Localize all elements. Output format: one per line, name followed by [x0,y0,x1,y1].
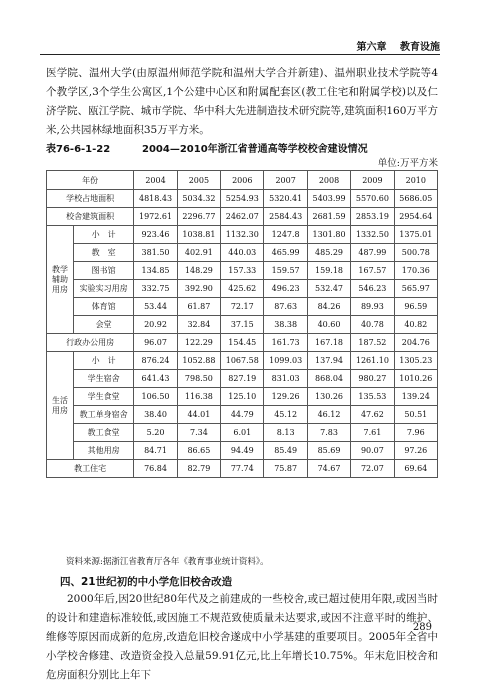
table-id: 表76-6-1-22 [46,144,111,155]
row-label-cell: 体育馆 [74,298,134,316]
value-cell: 2853.19 [351,208,394,226]
value-cell: 1067.58 [221,352,264,370]
value-cell: 87.63 [264,298,307,316]
section-paragraph: 2000年后,因20世纪80年代及之前建成的一些校舍,或已超过使用年限,或因当时的设计和建造标准较低,或因施工不规范致使质量未达要求,或因不注意平时的维护、维修等原因而成新的危房,改造危旧校舍遂成中小学基建的重要项目。2005年全省中小学校舍修建、改造资金投入总量59.91亿元,比上年增长10.75%。年末危旧校舍和危房面积分别比上年下 [46,593,438,681]
running-header [40,38,440,55]
value-cell: 8.13 [264,424,307,442]
value-cell: 500.78 [394,244,437,262]
value-cell: 381.50 [134,244,177,262]
value-cell: 44.01 [177,406,220,424]
value-cell: 74.67 [307,460,350,478]
value-cell: 5686.05 [394,190,437,208]
value-cell: 134.85 [134,262,177,280]
table-row [47,208,438,226]
value-cell: 106.50 [134,388,177,406]
section-heading: 四、21世纪初的中小学危旧校舍改造 [60,576,233,588]
value-cell: 7.96 [394,424,437,442]
row-label-cell: 教 室 [74,244,134,262]
value-cell: 116.38 [177,388,220,406]
value-cell: 1301.80 [307,226,350,244]
value-cell: 2462.07 [221,208,264,226]
value-cell: 1332.50 [351,226,394,244]
value-cell: 86.65 [177,442,220,460]
value-cell: 1972.61 [134,208,177,226]
value-cell: 61.87 [177,298,220,316]
value-cell: 72.17 [221,298,264,316]
value-cell: 1052.88 [177,352,220,370]
value-cell: 96.59 [394,298,437,316]
value-cell: 532.47 [307,280,350,298]
data-table [46,170,438,478]
value-cell: 97.26 [394,442,437,460]
value-cell: 53.44 [134,298,177,316]
value-cell: 2296.77 [177,208,220,226]
row-label-cell: 其他用房 [74,442,134,460]
value-cell: 402.91 [177,244,220,262]
value-cell: 5034.32 [177,190,220,208]
value-cell: 1010.26 [394,370,437,388]
value-cell: 332.75 [134,280,177,298]
value-cell: 1247.8 [264,226,307,244]
table-row [47,460,438,478]
value-cell: 159.57 [264,262,307,280]
table-row [47,316,438,334]
table-row [47,262,438,280]
table-row [47,352,438,370]
value-cell: 2681.59 [307,208,350,226]
value-cell: 7.61 [351,424,394,442]
value-cell: 137.94 [307,352,350,370]
value-cell: 465.99 [264,244,307,262]
value-cell: 2584.43 [264,208,307,226]
table-row [47,370,438,388]
value-cell: 45.12 [264,406,307,424]
row-label-cell: 小 计 [74,226,134,244]
chapter-label: 第六章 [356,42,387,53]
value-cell: 46.12 [307,406,350,424]
row-label-cell: 学生食堂 [74,388,134,406]
table-row [47,280,438,298]
value-cell: 40.82 [394,316,437,334]
table-row [47,442,438,460]
table-row [47,388,438,406]
value-cell: 38.40 [134,406,177,424]
value-cell: 129.26 [264,388,307,406]
value-cell: 980.27 [351,370,394,388]
value-cell: 487.99 [351,244,394,262]
value-cell: 157.33 [221,262,264,280]
value-cell: 135.53 [351,388,394,406]
table-caption [46,140,438,154]
value-cell: 440.03 [221,244,264,262]
table-row [47,244,438,262]
value-cell: 392.90 [177,280,220,298]
value-cell: 77.74 [221,460,264,478]
value-cell: 496.23 [264,280,307,298]
value-cell: 6.01 [221,424,264,442]
value-cell: 148.29 [177,262,220,280]
value-cell: 85.49 [264,442,307,460]
value-cell: 38.38 [264,316,307,334]
value-cell: 1099.03 [264,352,307,370]
table-row [47,406,438,424]
value-cell: 868.04 [307,370,350,388]
value-cell: 187.52 [351,334,394,352]
value-cell: 167.18 [307,334,350,352]
table-row [47,190,438,208]
value-cell: 546.23 [351,280,394,298]
row-label-cell: 教工住宅 [47,460,134,478]
chapter-title: 教育设施 [400,42,440,53]
value-cell: 40.78 [351,316,394,334]
value-cell: 7.83 [307,424,350,442]
value-cell: 40.60 [307,316,350,334]
value-cell: 44.79 [221,406,264,424]
value-cell: 5570.60 [351,190,394,208]
row-label-cell: 会堂 [74,316,134,334]
value-cell: 876.24 [134,352,177,370]
year-header-cell: 2009 [351,171,394,190]
row-label-cell: 学生宿舍 [74,370,134,388]
value-cell: 161.73 [264,334,307,352]
value-cell: 1132.30 [221,226,264,244]
table-row [47,226,438,244]
value-cell: 170.36 [394,262,437,280]
value-cell: 641.43 [134,370,177,388]
intro-paragraph: 医学院、温州大学(由原温州师范学院和温州大学合并新建)、温州职业技术学院等4个教学区,3个学生公寓区,1个公建中心区和附属配套区(教工住宅和附属学校)以及仁济学院、瓯江学院、城市学院、华中科大先进制造技术研究院等,建筑面积160万平方米,公共园林绿地面积35万平方米。 [46,67,438,136]
value-cell: 94.49 [221,442,264,460]
table-unit: 单位:万平方米 [377,158,438,169]
value-cell: 84.26 [307,298,350,316]
value-cell: 69.64 [394,460,437,478]
value-cell: 798.50 [177,370,220,388]
year-header-cell: 2008 [307,171,350,190]
value-cell: 84.71 [134,442,177,460]
value-cell: 5254.93 [221,190,264,208]
table-row [47,424,438,442]
value-cell: 47.62 [351,406,394,424]
value-cell: 5.20 [134,424,177,442]
year-header-cell: 2007 [264,171,307,190]
value-cell: 831.03 [264,370,307,388]
page-number: 289 [412,622,432,633]
value-cell: 85.69 [307,442,350,460]
value-cell: 89.93 [351,298,394,316]
value-cell: 37.15 [221,316,264,334]
value-cell: 82.79 [177,460,220,478]
group-cell: 教学辅助用房 [47,226,74,334]
value-cell: 1038.81 [177,226,220,244]
group-cell: 生活用房 [47,352,74,460]
value-cell: 5403.99 [307,190,350,208]
value-cell: 20.92 [134,316,177,334]
value-cell: 7.34 [177,424,220,442]
row-label-cell: 图书馆 [74,262,134,280]
row-label-cell: 教工食堂 [74,424,134,442]
year-header-cell: 2010 [394,171,437,190]
table-row [47,334,438,352]
row-label-cell: 实验实习用房 [74,280,134,298]
value-cell: 72.07 [351,460,394,478]
value-cell: 139.24 [394,388,437,406]
value-cell: 1305.23 [394,352,437,370]
value-cell: 122.29 [177,334,220,352]
row-label-cell: 教工单身宿舍 [74,406,134,424]
value-cell: 96.07 [134,334,177,352]
header-cell: 年份 [47,171,134,190]
value-cell: 425.62 [221,280,264,298]
table-title: 2004—2010年浙江省普通高等学校校舍建设情况 [142,144,368,155]
value-cell: 167.57 [351,262,394,280]
row-label-cell: 学校占地面积 [47,190,134,208]
value-cell: 32.84 [177,316,220,334]
table-source-note: 资料来源:据浙江省教育厅各年《教育事业统计资料》。 [66,557,269,567]
year-header-cell: 2005 [177,171,220,190]
value-cell: 5320.41 [264,190,307,208]
value-cell: 565.97 [394,280,437,298]
table-header-row [47,171,438,190]
value-cell: 76.84 [134,460,177,478]
value-cell: 827.19 [221,370,264,388]
value-cell: 204.76 [394,334,437,352]
table-row [47,298,438,316]
value-cell: 4818.43 [134,190,177,208]
row-label-cell: 校舍建筑面积 [47,208,134,226]
value-cell: 50.51 [394,406,437,424]
row-label-cell: 小 计 [74,352,134,370]
value-cell: 130.26 [307,388,350,406]
value-cell: 1375.01 [394,226,437,244]
value-cell: 159.18 [307,262,350,280]
value-cell: 90.07 [351,442,394,460]
year-header-cell: 2006 [221,171,264,190]
value-cell: 1261.10 [351,352,394,370]
year-header-cell: 2004 [134,171,177,190]
value-cell: 923.46 [134,226,177,244]
value-cell: 75.87 [264,460,307,478]
value-cell: 154.45 [221,334,264,352]
value-cell: 2954.64 [394,208,437,226]
row-label-cell: 行政办公用房 [47,334,134,352]
value-cell: 125.10 [221,388,264,406]
value-cell: 485.29 [307,244,350,262]
